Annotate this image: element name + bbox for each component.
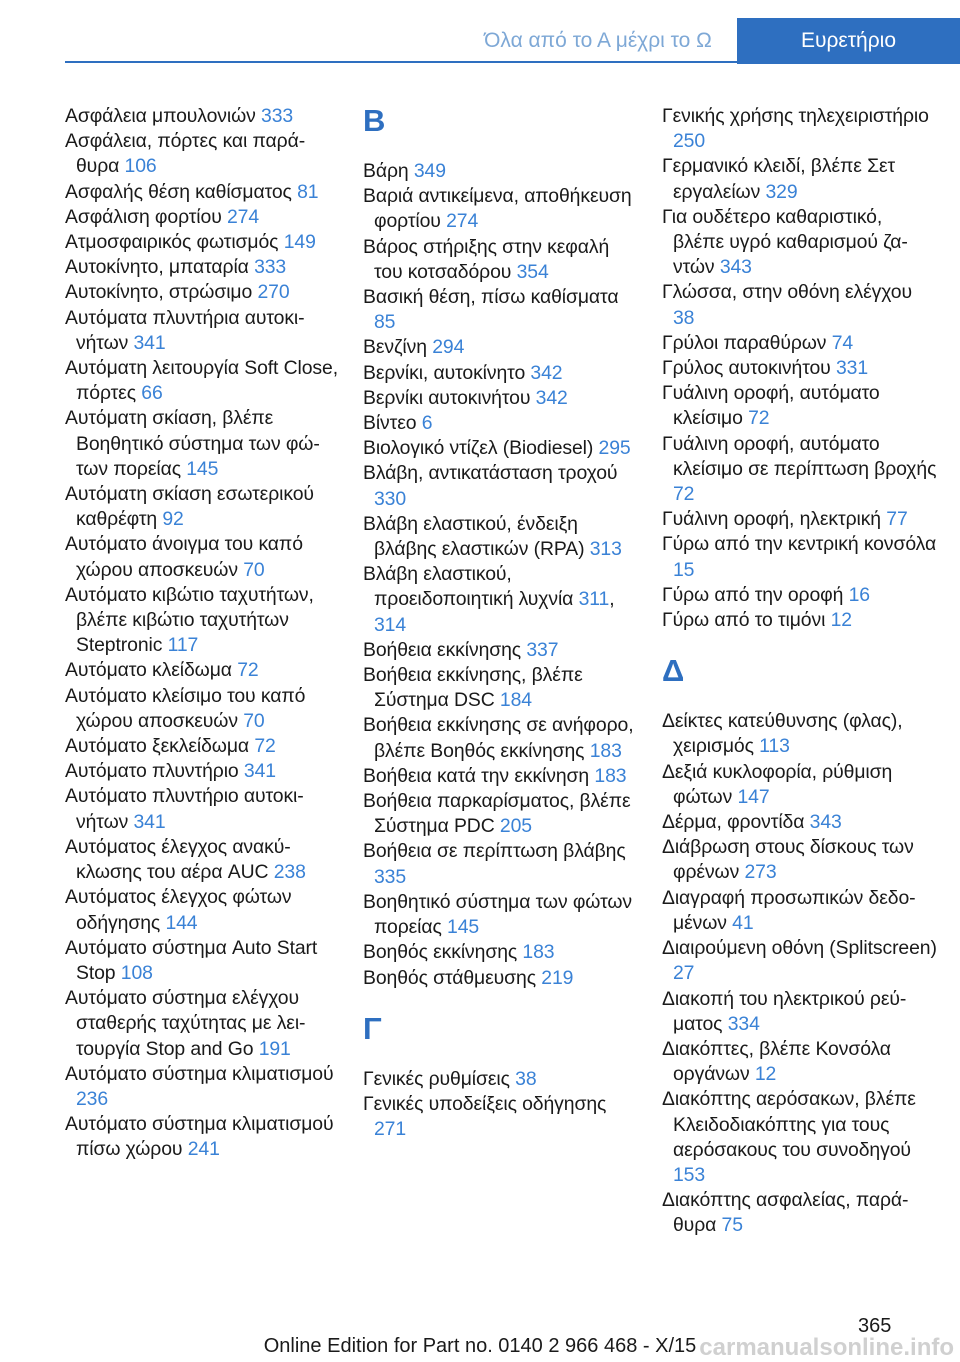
index-entry bbox=[363, 789, 638, 839]
entry-text: Διάβρωση στους δίσκους των φρένων bbox=[662, 836, 914, 884]
section-letter-g: Γ bbox=[363, 1010, 382, 1046]
entry-text: Γενικές ρυθμίσεις bbox=[363, 1067, 510, 1090]
entry-text: Βερνίκι αυτοκινήτου bbox=[363, 386, 531, 409]
entry-text: Γυάλινη οροφή, ηλεκτρική bbox=[662, 508, 881, 531]
page-reference-link[interactable]: 183 bbox=[522, 941, 555, 964]
page-reference-link[interactable]: 341 bbox=[133, 331, 166, 354]
index-entry bbox=[363, 235, 638, 285]
entry-text: Βοήθεια σε περίπτωση βλάβης bbox=[363, 840, 626, 863]
index-entry bbox=[65, 129, 340, 179]
index-entry bbox=[363, 663, 638, 713]
index-entry bbox=[662, 886, 937, 936]
entry-text: Βάρη bbox=[363, 160, 409, 182]
page-reference-link[interactable]: 314 bbox=[374, 613, 407, 636]
page-reference-link[interactable]: 271 bbox=[374, 1118, 407, 1141]
page-reference-link[interactable]: 205 bbox=[499, 815, 532, 838]
entry-text: Βοήθεια παρκαρίσματος, βλέπε Σύστημα PDC bbox=[363, 790, 631, 838]
entry-text: Αυτόματη σκίαση, βλέπε Βοηθητικό σύστημα των φώτων πορείας bbox=[65, 407, 320, 480]
index-entry bbox=[65, 1062, 340, 1112]
page-reference-link[interactable]: 335 bbox=[374, 865, 407, 888]
page-reference-link[interactable]: 241 bbox=[187, 1138, 220, 1161]
index-entry bbox=[363, 386, 638, 411]
index-entry bbox=[363, 638, 638, 663]
index-entry bbox=[662, 835, 937, 885]
page-reference-link[interactable]: 41 bbox=[732, 911, 754, 934]
index-entry bbox=[65, 583, 340, 659]
index-entry bbox=[662, 104, 937, 154]
page-reference-link[interactable]: 250 bbox=[673, 130, 706, 153]
page-reference-link[interactable]: 147 bbox=[737, 785, 770, 808]
page-reference-link[interactable]: 72 bbox=[237, 659, 259, 682]
index-entry bbox=[65, 835, 340, 885]
page-reference-link[interactable]: 354 bbox=[516, 260, 549, 283]
page-reference-link[interactable]: 183 bbox=[594, 764, 627, 787]
entry-text: Βίντεο bbox=[363, 412, 417, 435]
entry-text: Βοηθός εκκίνησης bbox=[363, 941, 518, 964]
entry-text: Δεξιά κυκλοφορία, ρύθμιση φώτων bbox=[662, 760, 893, 808]
page-reference-link[interactable]: 77 bbox=[886, 508, 908, 531]
entry-text: Αυτόματο άνοιγμα του καπό χώρου αποσκευών bbox=[65, 533, 303, 581]
page-reference-link[interactable]: 72 bbox=[254, 735, 276, 758]
index-entry bbox=[65, 406, 340, 482]
entry-text: Βλάβη ελαστικού, ένδειξη βλάβης ελαστικών (RPA) bbox=[363, 512, 585, 561]
page-reference-link[interactable]: 70 bbox=[243, 558, 265, 581]
page-reference-link[interactable]: 343 bbox=[809, 811, 842, 834]
index-entry bbox=[662, 1188, 937, 1238]
page-reference-link[interactable]: 75 bbox=[721, 1214, 743, 1237]
page-reference-link[interactable]: 342 bbox=[535, 386, 568, 409]
index-entry bbox=[65, 759, 340, 784]
index-entry bbox=[65, 205, 340, 230]
index-entry bbox=[65, 1112, 340, 1162]
entry-text: Αυτόματο πλυντήριο bbox=[65, 760, 239, 783]
entry-text: Αυτόματο σύστημα Auto Start Stop bbox=[65, 936, 318, 984]
index-entry bbox=[363, 764, 638, 789]
page-reference-link[interactable]: 113 bbox=[759, 735, 790, 758]
ref-separator: , bbox=[609, 588, 615, 611]
page-reference-link[interactable]: 85 bbox=[374, 311, 396, 334]
page-reference-link[interactable]: 294 bbox=[432, 336, 465, 359]
entry-text: Βασική θέση, πίσω καθίσματα bbox=[363, 286, 619, 309]
entry-text: Αυτόματο πλυντήριο αυτοκινήτων bbox=[65, 785, 304, 833]
entry-text: Ατμοσφαιρικός φωτισμός bbox=[65, 231, 279, 254]
entry-text: Αυτόματο ξεκλείδωμα bbox=[65, 735, 250, 758]
page-reference-link[interactable]: 144 bbox=[165, 911, 198, 934]
entry-text: Αυτόματο κλείσιμο του καπό χώρου αποσκευών bbox=[65, 684, 306, 732]
index-entry bbox=[662, 608, 937, 633]
entry-text: Γρύλος αυτοκινήτου bbox=[662, 357, 831, 380]
entry-text: Ασφάλιση φορτίου bbox=[65, 205, 222, 228]
index-entry bbox=[662, 356, 937, 381]
page-reference-link[interactable]: 184 bbox=[499, 689, 532, 712]
page-reference-link[interactable]: 311 bbox=[578, 588, 610, 611]
page-reference-link[interactable]: 334 bbox=[727, 1012, 760, 1035]
entry-text: Αυτόματο κιβώτιο ταχυτήτων, βλέπε κιβώτιο ταχυτήτων Steptronic bbox=[65, 583, 314, 657]
entry-text: Γυάλινη οροφή, αυτόματο κλείσιμο σε περίπτωση βροχής bbox=[662, 432, 937, 480]
page-reference-link[interactable]: 342 bbox=[530, 361, 563, 384]
index-entry bbox=[65, 986, 340, 1062]
index-entry bbox=[363, 361, 638, 386]
index-entry bbox=[662, 583, 937, 608]
index-entry bbox=[662, 154, 937, 204]
entry-text: Βερνίκι, αυτοκίνητο bbox=[363, 361, 526, 384]
index-entry bbox=[662, 709, 937, 759]
index-entry bbox=[662, 381, 937, 431]
index-entry bbox=[662, 532, 937, 582]
page-reference-link[interactable]: 12 bbox=[754, 1063, 777, 1086]
page-reference-link[interactable]: 108 bbox=[120, 961, 153, 984]
page-reference-link[interactable]: 219 bbox=[541, 966, 574, 989]
entry-text: Βοήθεια εκκίνησης σε ανήφορο, βλέπε Βοηθός εκκίνησης bbox=[363, 714, 634, 762]
page-reference-link[interactable]: 349 bbox=[413, 160, 446, 182]
page-reference-link[interactable]: 149 bbox=[283, 231, 316, 254]
page-reference-link[interactable]: 183 bbox=[589, 739, 622, 762]
header-rule bbox=[65, 61, 960, 63]
index-entry bbox=[363, 285, 638, 335]
page-reference-link[interactable]: 72 bbox=[748, 407, 770, 430]
page-reference-link[interactable]: 145 bbox=[186, 457, 219, 480]
entry-text: Γλώσσα, στην οθόνη ελέγχου bbox=[662, 281, 912, 304]
index-entry bbox=[662, 810, 937, 835]
page-reference-link[interactable]: 341 bbox=[243, 760, 276, 783]
index-entry bbox=[363, 1067, 638, 1092]
entry-text: Γρύλοι παραθύρων bbox=[662, 331, 827, 354]
page-reference-link[interactable]: 106 bbox=[124, 155, 157, 178]
page-reference-link[interactable]: 337 bbox=[526, 638, 559, 661]
index-entry bbox=[363, 713, 638, 763]
page-reference-link[interactable]: 38 bbox=[673, 306, 695, 329]
index-entry bbox=[363, 512, 638, 562]
page-reference-link[interactable]: 81 bbox=[297, 180, 319, 203]
page-reference-link[interactable]: 270 bbox=[257, 281, 290, 304]
entry-text: Γύρω από το τιμόνι bbox=[662, 609, 826, 632]
index-entry bbox=[65, 255, 340, 280]
entry-text: Γενικές υποδείξεις οδήγησης bbox=[363, 1092, 607, 1115]
entry-text: Αυτοκίνητο, μπαταρία bbox=[65, 256, 249, 279]
entry-text: Βοηθός στάθμευσης bbox=[363, 966, 536, 989]
entry-text: Διακόπτες, βλέπε Κονσόλα οργάνων bbox=[662, 1037, 891, 1086]
section-letter-b: Β bbox=[363, 103, 386, 138]
page-reference-link[interactable]: 333 bbox=[254, 256, 287, 279]
entry-text: Για ουδέτερο καθαριστικό, βλέπε υγρό καθαρισμού ζαντών bbox=[662, 205, 908, 279]
index-column-1 bbox=[65, 104, 340, 1163]
page-reference-link[interactable]: 333 bbox=[261, 105, 294, 127]
entry-text: Αυτόματη σκίαση εσωτερικού καθρέφτη bbox=[65, 483, 314, 531]
page-reference-link[interactable]: 72 bbox=[673, 483, 695, 506]
entry-text: Ασφάλεια, πόρτες και παράθυρα bbox=[65, 130, 306, 178]
page-reference-link[interactable]: 236 bbox=[76, 1087, 109, 1110]
entry-text: Αυτόματος έλεγχος φώτων οδήγησης bbox=[65, 886, 292, 934]
index-entry bbox=[65, 104, 340, 129]
entry-text: Βλάβη ελαστικού, προειδοποιητική λυχνία bbox=[363, 563, 574, 611]
index-entry bbox=[363, 436, 638, 461]
index-entry bbox=[65, 230, 340, 255]
index-entry bbox=[65, 658, 340, 683]
index-entry bbox=[662, 936, 937, 986]
page-reference-link[interactable]: 274 bbox=[446, 210, 479, 233]
entry-text: Ασφάλεια μπουλονιών bbox=[65, 105, 256, 127]
entry-text: Βοηθητικό σύστημα των φώτων πορείας bbox=[363, 890, 632, 939]
page-number: 365 bbox=[858, 1315, 892, 1337]
entry-text: Ασφαλής θέση καθίσματος bbox=[65, 180, 292, 203]
page-reference-link[interactable]: 117 bbox=[167, 634, 199, 657]
index-entry bbox=[363, 335, 638, 360]
page-reference-link[interactable]: 74 bbox=[831, 331, 854, 354]
entry-text: Διαιρούμενη οθόνη (Splitscreen) bbox=[662, 937, 937, 960]
index-entry bbox=[662, 331, 937, 356]
tab-chapter[interactable]: Όλα από το Α μέχρι το Ω bbox=[484, 29, 712, 52]
page-reference-link[interactable]: 330 bbox=[374, 487, 407, 510]
section-letter-d: Δ bbox=[662, 653, 685, 689]
index-entry bbox=[363, 411, 638, 436]
header-tabs bbox=[0, 0, 960, 64]
page-reference-link[interactable]: 12 bbox=[830, 609, 852, 632]
entry-text: Γυάλινη οροφή, αυτόματο κλείσιμο bbox=[662, 382, 880, 430]
page-reference-link[interactable]: 313 bbox=[589, 538, 622, 561]
entry-text: Αυτόματο σύστημα κλιματισμού πίσω χώρου bbox=[65, 1113, 334, 1161]
index-entry bbox=[363, 562, 638, 638]
watermark-logo: carmanualsonline.info bbox=[699, 1334, 954, 1361]
index-entry bbox=[363, 940, 638, 965]
page-reference-link[interactable]: 16 bbox=[848, 583, 870, 606]
index-entry bbox=[65, 306, 340, 356]
entry-text: Βοήθεια εκκίνησης, βλέπε Σύστημα DSC bbox=[363, 664, 583, 712]
page-reference-link[interactable]: 341 bbox=[133, 810, 166, 833]
index-entry bbox=[65, 734, 340, 759]
page-reference-link[interactable]: 15 bbox=[673, 558, 695, 581]
index-column-3 bbox=[662, 104, 937, 1239]
entry-text: Βοήθεια εκκίνησης bbox=[363, 638, 522, 661]
section-g-continued-entries bbox=[662, 104, 937, 633]
index-entry bbox=[363, 159, 638, 184]
entry-text: Διακόπτης αερόσακων, βλέπε Κλειδοδιακόπτης για τους αερόσακους του συνοδηγού bbox=[662, 1088, 916, 1161]
tab-index[interactable]: Ευρετήριο bbox=[737, 18, 960, 64]
entry-text: Βαριά αντικείμενα, αποθήκευση φορτίου bbox=[363, 185, 632, 233]
index-entry bbox=[662, 987, 937, 1037]
entry-text: Διακόπτης ασφαλείας, παράθυρα bbox=[662, 1189, 909, 1237]
entry-text: Αυτόματη λειτουργία Soft Close, πόρτες bbox=[65, 357, 338, 405]
section-b-entries bbox=[363, 159, 638, 991]
index-entry bbox=[65, 936, 340, 986]
index-entry bbox=[65, 482, 340, 532]
index-entry bbox=[662, 760, 937, 810]
entry-text: Δείκτες κατεύθυνσης (φλας), χειρισμός bbox=[662, 710, 903, 758]
index-entry bbox=[65, 280, 340, 305]
entry-text: Βενζίνη bbox=[363, 336, 427, 359]
entry-text: Γενικής χρήσης τηλεχειριστήριο bbox=[662, 105, 929, 127]
entry-text: Βάρος στήριξης στην κεφαλή του κοτσαδόρου bbox=[363, 235, 610, 283]
index-entry bbox=[363, 890, 638, 940]
index-entry bbox=[363, 966, 638, 991]
index-entry bbox=[662, 1037, 937, 1087]
page-reference-link[interactable]: 70 bbox=[243, 709, 265, 732]
index-column-2 bbox=[363, 104, 638, 1142]
index-entry bbox=[363, 184, 638, 234]
page-reference-link[interactable]: 191 bbox=[258, 1037, 291, 1060]
index-entry bbox=[65, 180, 340, 205]
entry-text: Βοήθεια κατά την εκκίνηση bbox=[363, 764, 590, 787]
page-reference-link[interactable]: 27 bbox=[673, 962, 695, 985]
page-reference-link[interactable]: 145 bbox=[447, 916, 480, 939]
entry-text: Βλάβη, αντικατάσταση τροχού bbox=[363, 462, 618, 485]
page-reference-link[interactable]: 238 bbox=[273, 861, 306, 884]
page-reference-link[interactable]: 343 bbox=[719, 256, 752, 279]
page-reference-link[interactable]: 153 bbox=[673, 1163, 706, 1186]
index-entry bbox=[65, 532, 340, 582]
index-entry bbox=[662, 507, 937, 532]
index-entry bbox=[662, 432, 937, 508]
section-g-entries bbox=[363, 1067, 638, 1143]
section-d-entries bbox=[662, 709, 937, 1238]
entry-text: Διακοπή του ηλεκτρικού ρεύματος bbox=[662, 987, 907, 1035]
index-entry bbox=[662, 280, 937, 330]
page-reference-link[interactable]: 331 bbox=[835, 357, 869, 380]
index-entry bbox=[363, 1092, 638, 1142]
index-entry bbox=[65, 885, 340, 935]
index-entry bbox=[65, 356, 340, 406]
page-reference-link[interactable]: 273 bbox=[744, 861, 777, 884]
index-entry bbox=[662, 1087, 937, 1188]
entry-text: Δέρμα, φροντίδα bbox=[662, 811, 805, 834]
entry-text: Γύρω από την οροφή bbox=[662, 583, 844, 606]
page-reference-link[interactable]: 295 bbox=[598, 437, 631, 460]
entry-text: Αυτοκίνητο, στρώσιμο bbox=[65, 281, 253, 304]
entry-text: Γερμανικό κλειδί, βλέπε Σετ εργαλείων bbox=[662, 155, 896, 203]
entry-text: Αυτόματο κλείδωμα bbox=[65, 659, 232, 682]
entry-text: Αυτόματος έλεγχος ανακύκλωσης του αέρα AUC bbox=[65, 835, 291, 884]
entry-text: Γύρω από την κεντρική κονσόλα bbox=[662, 533, 937, 556]
page-reference-link[interactable]: 92 bbox=[162, 508, 184, 531]
page-reference-link[interactable]: 6 bbox=[421, 412, 433, 435]
entry-text: Αυτόματο σύστημα κλιματισμού bbox=[65, 1062, 334, 1085]
page-reference-link[interactable]: 38 bbox=[515, 1067, 537, 1090]
page-reference-link[interactable]: 66 bbox=[141, 382, 163, 405]
index-entry bbox=[65, 784, 340, 834]
index-entry bbox=[363, 839, 638, 889]
page-reference-link[interactable]: 274 bbox=[227, 205, 260, 228]
entry-text: Αυτόματο σύστημα ελέγχου σταθερής ταχύτητας με λειτουργία Stop and Go bbox=[65, 987, 306, 1060]
index-entry bbox=[363, 461, 638, 511]
page-reference-link[interactable]: 329 bbox=[765, 180, 798, 203]
entry-text: Διαγραφή προσωπικών δεδομένων bbox=[662, 886, 916, 934]
index-entry bbox=[65, 684, 340, 734]
edition-footer: Online Edition for Part no. 0140 2 966 468 - X/15 bbox=[263, 1335, 697, 1357]
entry-text: Βιολογικό ντίζελ (Biodiesel) bbox=[363, 437, 594, 460]
entry-text: Αυτόματα πλυντήρια αυτοκινήτων bbox=[65, 306, 305, 354]
index-entry bbox=[662, 205, 937, 281]
